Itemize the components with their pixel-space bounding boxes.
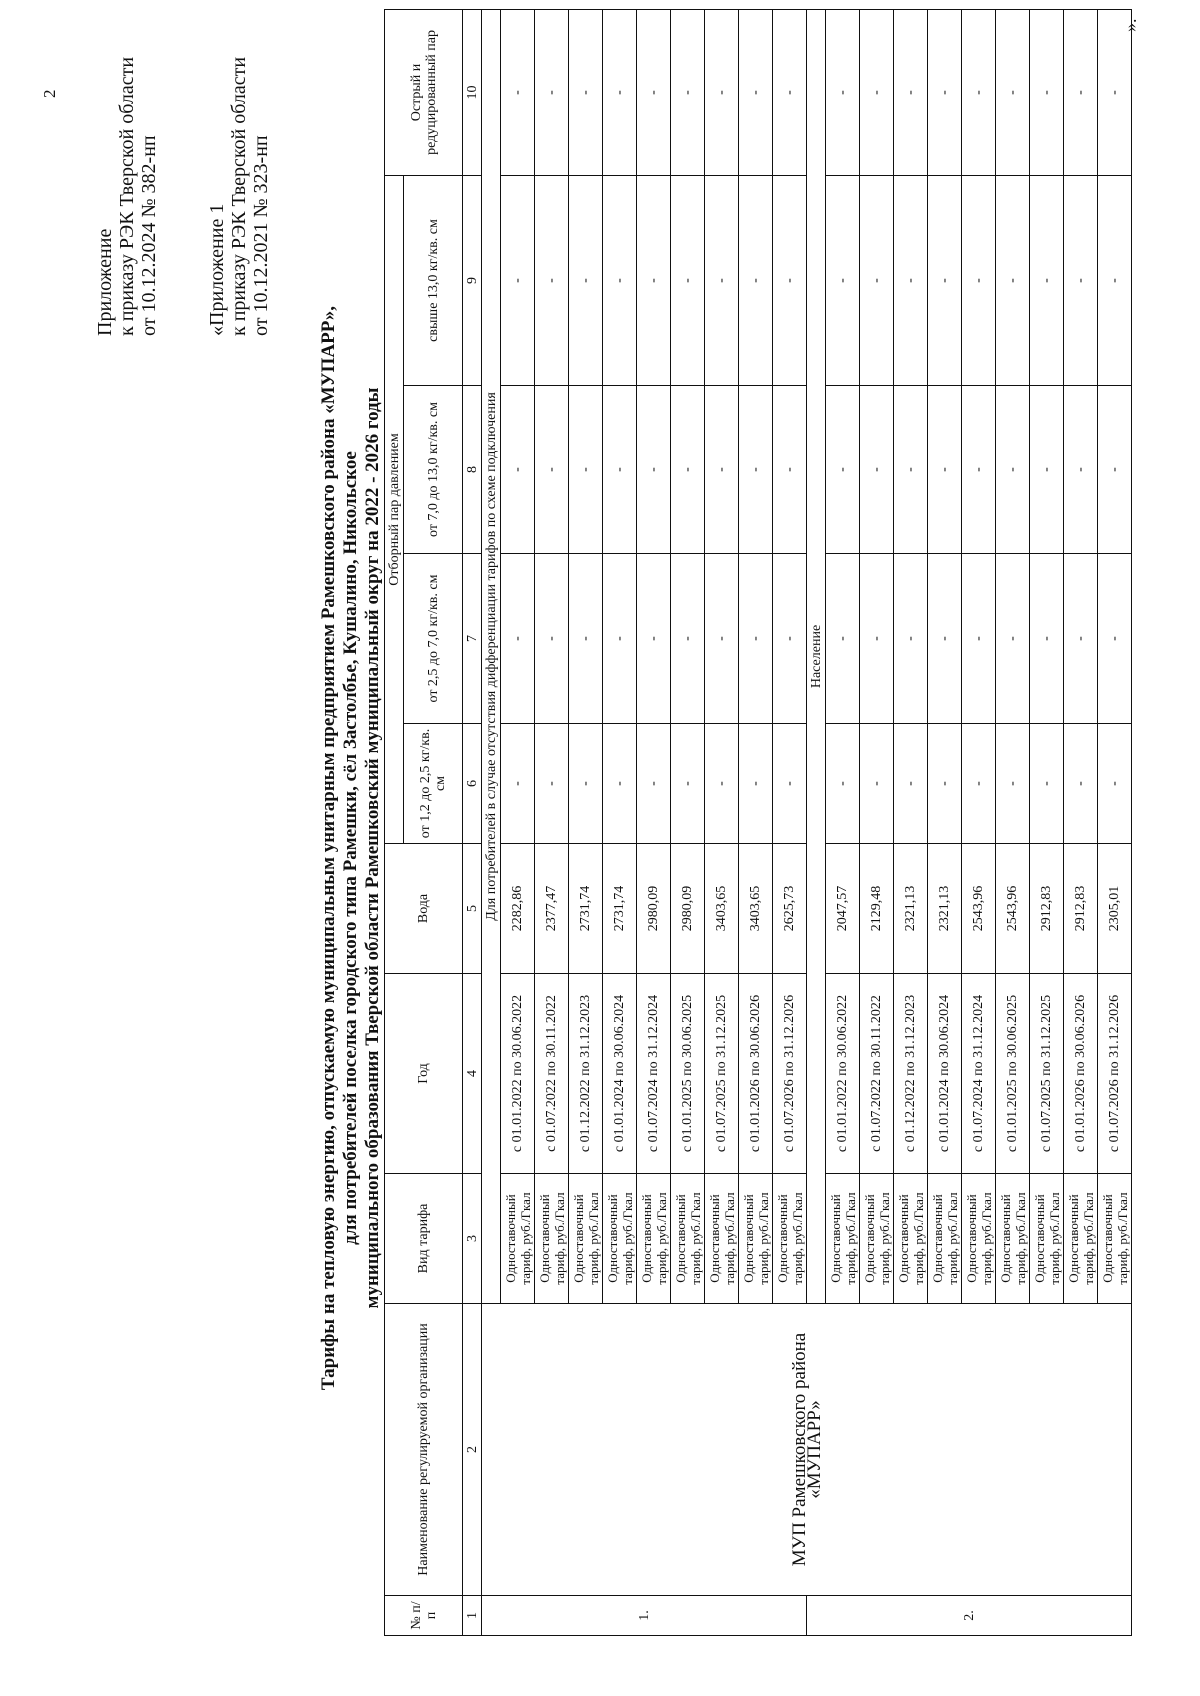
water-tariff-cell: 2543,96 (962, 844, 996, 974)
steam-1-cell: - (569, 724, 603, 844)
period-cell: с 01.01.2025 по 30.06.2025 (996, 974, 1030, 1174)
title-line: муниципального образования Тверской области Рамешковский муниципальный округ на 2022 - 2026 годы (362, 387, 383, 1309)
column-number: 9 (463, 175, 482, 385)
steam-4-cell: - (928, 175, 962, 385)
sharp-steam-cell: - (928, 9, 962, 175)
steam-2-cell: - (637, 554, 671, 724)
title-line: для потребителей поселка городского типа Рамешки, сёл Застолбье, Кушалино, Никольское (340, 451, 361, 1245)
steam-3-cell: - (705, 386, 739, 554)
period-cell: с 01.07.2026 по 31.12.2026 (1098, 974, 1132, 1174)
steam-4-cell: - (773, 175, 807, 385)
tariff-type-cell: Одноставочный тариф, руб./Гкал (894, 1174, 928, 1304)
tariff-type-cell: Одноставочный тариф, руб./Гкал (501, 1174, 535, 1304)
steam-4-cell: - (603, 175, 637, 385)
tariff-type-cell: Одноставочный тариф, руб./Гкал (928, 1174, 962, 1304)
steam-1-cell: - (773, 724, 807, 844)
tariff-type-cell: Одноставочный тариф, руб./Гкал (705, 1174, 739, 1304)
closing-quote: ». (1120, 18, 1140, 32)
section-row (482, 9, 501, 1635)
water-tariff-cell: 2912,83 (1030, 844, 1064, 974)
sharp-steam-cell: - (705, 9, 739, 175)
sharp-steam-cell: - (603, 9, 637, 175)
period-cell: с 01.07.2025 по 31.12.2025 (705, 974, 739, 1174)
steam-3-cell: - (501, 386, 535, 554)
steam-4-cell: - (637, 175, 671, 385)
period-cell: с 01.01.2024 по 30.06.2024 (603, 974, 637, 1174)
sharp-steam-cell: - (569, 9, 603, 175)
tariff-type-cell: Одноставочный тариф, руб./Гкал (773, 1174, 807, 1304)
steam-2-cell: - (1098, 554, 1132, 724)
steam-4-cell: - (996, 175, 1030, 385)
sharp-steam-cell: - (894, 9, 928, 175)
steam-4-cell: - (535, 175, 569, 385)
column-number: 6 (463, 724, 482, 844)
steam-1-cell: - (826, 724, 860, 844)
sharp-steam-cell: - (739, 9, 773, 175)
period-cell: с 01.01.2025 по 30.06.2025 (671, 974, 705, 1174)
steam-1-cell: - (962, 724, 996, 844)
previous-appendix-line: к приказу РЭК Тверской области (228, 56, 250, 336)
water-tariff-cell: 3403,65 (739, 844, 773, 974)
steam-1-cell: - (603, 724, 637, 844)
previous-appendix-line: от 10.12.2021 № 323-нп (250, 135, 272, 336)
column-number: 10 (463, 9, 482, 175)
header-year: Год (385, 974, 463, 1174)
previous-appendix-line: «Приложение 1 (206, 203, 228, 336)
water-tariff-cell: 2305,01 (1098, 844, 1132, 974)
appendix-line: к приказу РЭК Тверской области (116, 56, 138, 336)
steam-3-cell: - (860, 386, 894, 554)
water-tariff-cell: 2731,74 (569, 844, 603, 974)
steam-2-cell: - (671, 554, 705, 724)
sharp-steam-cell: - (826, 9, 860, 175)
period-cell: с 01.12.2022 по 31.12.2023 (569, 974, 603, 1174)
steam-2-cell: - (603, 554, 637, 724)
period-cell: с 01.01.2022 по 30.06.2022 (826, 974, 860, 1174)
steam-2-cell: - (894, 554, 928, 724)
steam-1-cell: - (637, 724, 671, 844)
steam-4-cell: - (501, 175, 535, 385)
tariff-type-cell: Одноставочный тариф, руб./Гкал (1030, 1174, 1064, 1304)
title-line: Тарифы на тепловую энергию, отпускаемую муниципальным унитарным предприятием Рамешковского района «МУПАРР», (318, 305, 339, 1391)
period-cell: с 01.07.2022 по 30.11.2022 (860, 974, 894, 1174)
steam-2-cell: - (739, 554, 773, 724)
header-water: Вода (385, 844, 463, 974)
tariff-type-cell: Одноставочный тариф, руб./Гкал (535, 1174, 569, 1304)
water-tariff-cell: 2731,74 (603, 844, 637, 974)
sharp-steam-cell: - (773, 9, 807, 175)
sharp-steam-cell: - (501, 9, 535, 175)
steam-1-cell: - (1064, 724, 1098, 844)
steam-3-cell: - (928, 386, 962, 554)
steam-3-cell: - (671, 386, 705, 554)
steam-1-cell: - (860, 724, 894, 844)
tariff-type-cell: Одноставочный тариф, руб./Гкал (637, 1174, 671, 1304)
header-sharp-steam: Острый и редуцированный пар (385, 9, 463, 175)
header-number: № п/п (385, 1596, 463, 1636)
page-number: 2 (40, 89, 59, 98)
steam-4-cell: - (962, 175, 996, 385)
tariff-table-body (482, 9, 1132, 1635)
steam-4-cell: - (860, 175, 894, 385)
period-cell: с 01.07.2022 по 30.11.2022 (535, 974, 569, 1174)
sharp-steam-cell: - (671, 9, 705, 175)
steam-1-cell: - (705, 724, 739, 844)
steam-2-cell: - (535, 554, 569, 724)
water-tariff-cell: 2282,86 (501, 844, 535, 974)
steam-3-cell: - (996, 386, 1030, 554)
water-tariff-cell: 2377,47 (535, 844, 569, 974)
steam-4-cell: - (1030, 175, 1064, 385)
section-number: 2. (807, 1596, 1132, 1636)
column-number: 4 (463, 974, 482, 1174)
header-steam-3: от 7,0 до 13,0 кг/кв. см (404, 386, 463, 554)
column-number: 7 (463, 554, 482, 724)
column-number: 5 (463, 844, 482, 974)
steam-2-cell: - (705, 554, 739, 724)
steam-3-cell: - (1030, 386, 1064, 554)
steam-2-cell: - (501, 554, 535, 724)
tariff-type-cell: Одноставочный тариф, руб./Гкал (962, 1174, 996, 1304)
steam-2-cell: - (773, 554, 807, 724)
steam-3-cell: - (739, 386, 773, 554)
sharp-steam-cell: - (637, 9, 671, 175)
steam-3-cell: - (569, 386, 603, 554)
header-steam-2: от 2,5 до 7,0 кг/кв. см (404, 554, 463, 724)
steam-4-cell: - (1064, 175, 1098, 385)
column-number: 2 (463, 1304, 482, 1596)
sharp-steam-cell: - (860, 9, 894, 175)
steam-2-cell: - (996, 554, 1030, 724)
steam-1-cell: - (501, 724, 535, 844)
steam-2-cell: - (569, 554, 603, 724)
appendix-line: Приложение (94, 228, 116, 336)
steam-3-cell: - (1064, 386, 1098, 554)
steam-1-cell: - (928, 724, 962, 844)
water-tariff-cell: 2321,13 (928, 844, 962, 974)
steam-2-cell: - (1064, 554, 1098, 724)
appendix-reference (94, 57, 160, 336)
steam-4-cell: - (826, 175, 860, 385)
steam-1-cell: - (1098, 724, 1132, 844)
tariff-type-cell: Одноставочный тариф, руб./Гкал (860, 1174, 894, 1304)
column-number: 8 (463, 386, 482, 554)
steam-4-cell: - (1098, 175, 1132, 385)
header-steam-4: свыше 13,0 кг/кв. см (404, 175, 463, 385)
period-cell: с 01.07.2025 по 31.12.2025 (1030, 974, 1064, 1174)
period-cell: с 01.01.2026 по 30.06.2026 (1064, 974, 1098, 1174)
steam-4-cell: - (739, 175, 773, 385)
tariff-type-cell: Одноставочный тариф, руб./Гкал (671, 1174, 705, 1304)
water-tariff-cell: 2321,13 (894, 844, 928, 974)
steam-2-cell: - (826, 554, 860, 724)
steam-4-cell: - (671, 175, 705, 385)
steam-1-cell: - (739, 724, 773, 844)
steam-2-cell: - (962, 554, 996, 724)
sharp-steam-cell: - (1098, 9, 1132, 175)
steam-2-cell: - (1030, 554, 1064, 724)
water-tariff-cell: 2625,73 (773, 844, 807, 974)
column-number: 1 (463, 1596, 482, 1636)
sharp-steam-cell: - (962, 9, 996, 175)
steam-1-cell: - (535, 724, 569, 844)
header-tariff-type: Вид тарифа (385, 1174, 463, 1304)
steam-2-cell: - (928, 554, 962, 724)
sharp-steam-cell: - (535, 9, 569, 175)
period-cell: с 01.01.2022 по 30.06.2022 (501, 974, 535, 1174)
sharp-steam-cell: - (1030, 9, 1064, 175)
section-title: Население (807, 9, 826, 1303)
period-cell: с 01.01.2024 по 30.06.2024 (928, 974, 962, 1174)
steam-4-cell: - (705, 175, 739, 385)
sharp-steam-cell: - (1064, 9, 1098, 175)
steam-3-cell: - (894, 386, 928, 554)
steam-3-cell: - (962, 386, 996, 554)
header-steam-1: от 1,2 до 2,5 кг/кв. см (404, 724, 463, 844)
tariff-type-cell: Одноставочный тариф, руб./Гкал (603, 1174, 637, 1304)
water-tariff-cell: 2980,09 (671, 844, 705, 974)
tariff-type-cell: Одноставочный тариф, руб./Гкал (569, 1174, 603, 1304)
period-cell: с 01.07.2024 по 31.12.2024 (637, 974, 671, 1174)
appendix-line: от 10.12.2024 № 382-нп (138, 135, 160, 336)
tariff-type-cell: Одноставочный тариф, руб./Гкал (996, 1174, 1030, 1304)
organization-name: МУП Рамешковского района «МУПАРР» (482, 1304, 1132, 1596)
section-title: Для потребителей в случае отсутствия дифференциации тарифов по схеме подключения (482, 9, 501, 1303)
steam-4-cell: - (894, 175, 928, 385)
water-tariff-cell: 3403,65 (705, 844, 739, 974)
steam-1-cell: - (671, 724, 705, 844)
header-steam-group: Отборный пар давлением (385, 175, 404, 843)
steam-3-cell: - (535, 386, 569, 554)
sharp-steam-cell: - (996, 9, 1030, 175)
water-tariff-cell: 2047,57 (826, 844, 860, 974)
steam-3-cell: - (1098, 386, 1132, 554)
tariff-type-cell: Одноставочный тариф, руб./Гкал (739, 1174, 773, 1304)
steam-3-cell: - (637, 386, 671, 554)
tariff-type-cell: Одноставочный тариф, руб./Гкал (826, 1174, 860, 1304)
period-cell: с 01.12.2022 по 31.12.2023 (894, 974, 928, 1174)
steam-1-cell: - (894, 724, 928, 844)
steam-1-cell: - (1030, 724, 1064, 844)
tariff-type-cell: Одноставочный тариф, руб./Гкал (1064, 1174, 1098, 1304)
document-title (318, 170, 384, 1526)
steam-4-cell: - (569, 175, 603, 385)
water-tariff-cell: 2543,96 (996, 844, 1030, 974)
steam-1-cell: - (996, 724, 1030, 844)
steam-3-cell: - (826, 386, 860, 554)
column-number: 3 (463, 1174, 482, 1304)
steam-3-cell: - (603, 386, 637, 554)
water-tariff-cell: 2980,09 (637, 844, 671, 974)
tariff-table (384, 9, 1132, 1636)
steam-3-cell: - (773, 386, 807, 554)
section-number: 1. (482, 1596, 807, 1636)
period-cell: с 01.07.2026 по 31.12.2026 (773, 974, 807, 1174)
tariff-type-cell: Одноставочный тариф, руб./Гкал (1098, 1174, 1132, 1304)
water-tariff-cell: 2912,83 (1064, 844, 1098, 974)
steam-2-cell: - (860, 554, 894, 724)
header-organization: Наименование регулируемой организации (385, 1304, 463, 1596)
previous-appendix-reference (206, 57, 272, 336)
period-cell: с 01.07.2024 по 31.12.2024 (962, 974, 996, 1174)
period-cell: с 01.01.2026 по 30.06.2026 (739, 974, 773, 1174)
water-tariff-cell: 2129,48 (860, 844, 894, 974)
